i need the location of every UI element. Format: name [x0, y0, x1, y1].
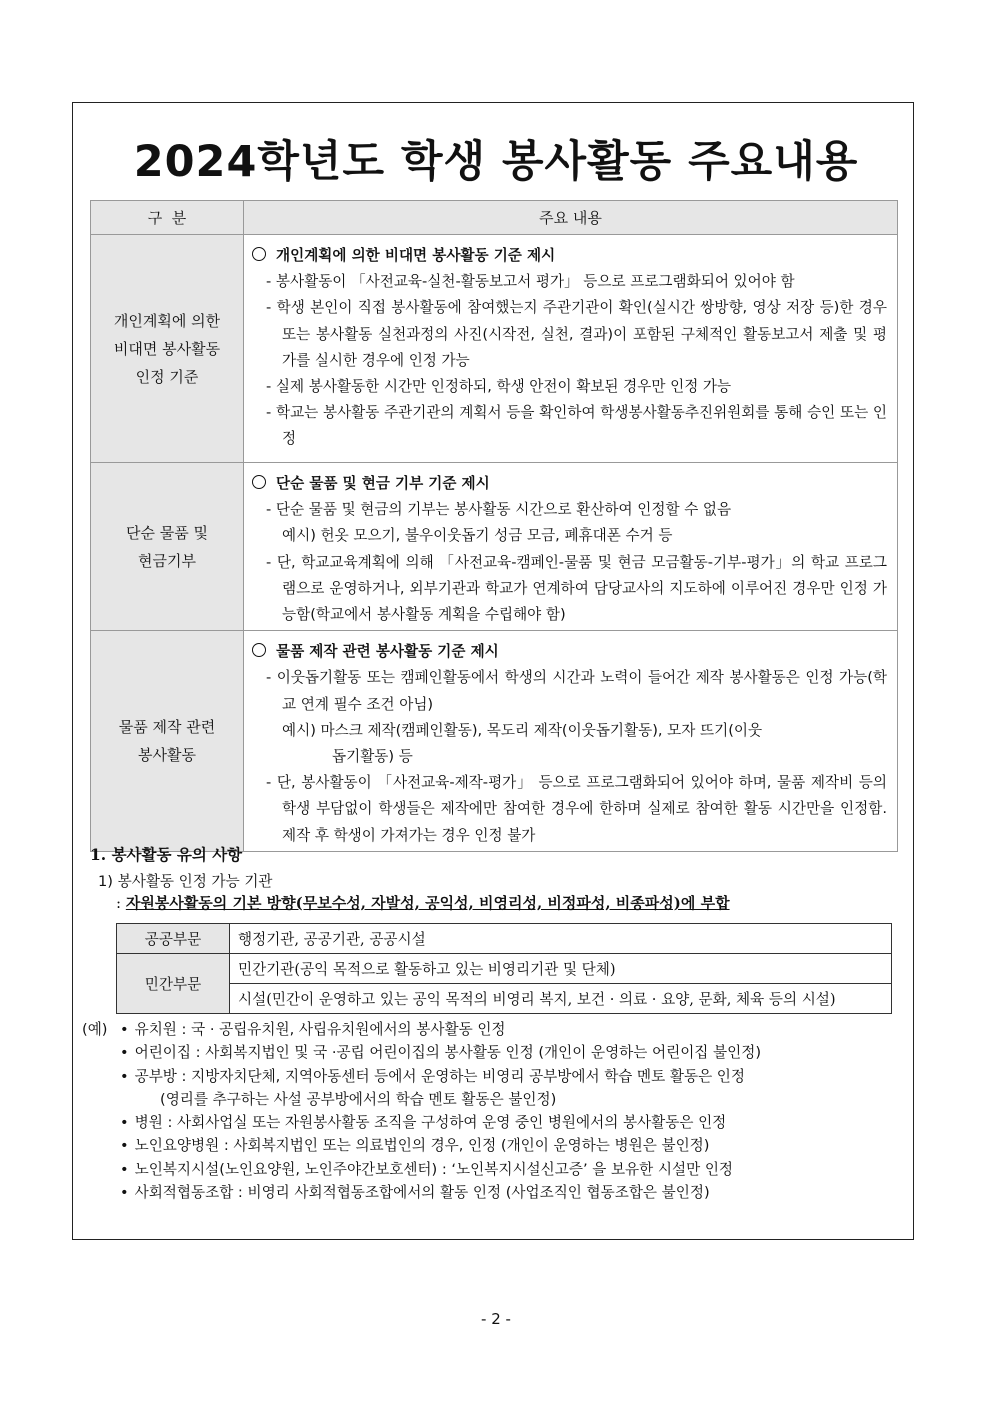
list-item-continuation: (영리를 추구하는 사설 공부방에서의 학습 멘토 활동은 불인정)	[160, 1090, 557, 1108]
list-item: (예) • 유치원 : 국 · 공립유치원, 사립유치원에서의 봉사활동 인정	[82, 1018, 912, 1041]
public-value: 행정기관, 공공기관, 공공시설	[230, 924, 892, 954]
list-item: - 학생 본인이 직접 봉사활동에 참여했는지 주관기관이 확인(실시간 쌍방향, 영상 저장 등)한 경우 또는 봉사활동 실천과정의 사진(시작전, 실천, 결과)이 포함된 구체적인 활동보고서 제출 및 평가를 실시한 경우에 인정 가능	[266, 299, 887, 369]
private-label: 민간부문	[117, 954, 230, 1014]
content-cell	[244, 235, 898, 463]
bullet-icon: •	[120, 1067, 129, 1085]
main-table	[90, 200, 898, 852]
row-heading: 물품 제작 관련 봉사활동 기준 제시	[252, 639, 887, 665]
table-row	[117, 954, 892, 984]
bullet-icon: •	[120, 1021, 129, 1038]
category-line: 현금기부	[138, 551, 196, 570]
page-title: 2024학년도 학생 봉사활동 주요내용	[133, 137, 859, 187]
example-line: 돕기활동) 등	[332, 748, 413, 766]
list-item: - 봉사활동이 「사전교육-실천-활동보고서 평가」 등으로 프로그램화되어 있어야 함	[266, 273, 795, 291]
category-line: 단순 물품 및	[126, 523, 208, 542]
circle-icon	[252, 643, 266, 657]
category-line: 개인계획에 의한	[113, 311, 221, 330]
page-number: - 2 -	[481, 1310, 511, 1328]
example-prefix: (예)	[82, 1021, 108, 1038]
list-item: • 노인요양병원 : 사회복지법인 또는 의료법인의 경우, 인정 (개인이 운영하는 병원은 불인정)	[82, 1134, 912, 1157]
list-item: - 단, 학교교육계획에 의해 「사전교육-캠페인-물품 및 현금 모금활동-기부-평가」의 학교 프로그램으로 운영하거나, 외부기관과 학교가 연계하여 담당교사의 지도하에 이루어진 경우만 인정 가능함(학교에서 봉사활동 계획을 수립해야 함)	[266, 553, 887, 624]
list-item: • 노인복지시설(노인요양원, 노인주야간보호센터) : ‘노인복지시설신고증’ 을 보유한 시설만 인정	[82, 1158, 912, 1181]
example-line: 예시) 헌옷 모으기, 불우이웃돕기 성금 모금, 폐휴대폰 수거 등	[282, 527, 673, 545]
private-value: 민간기관(공익 목적으로 활동하고 있는 비영리기관 및 단체)	[230, 954, 892, 984]
bullet-icon: •	[120, 1160, 129, 1178]
table-row	[91, 631, 898, 852]
table-header-row	[91, 201, 898, 235]
list-item: • 어린이집 : 사회복지법인 및 국 ·공립 어린이집의 봉사활동 인정 (개인이 운영하는 어린이집 불인정)	[82, 1041, 912, 1064]
circle-icon	[252, 475, 266, 489]
list-item: - 이웃돕기활동 또는 캠페인활동에서 학생의 시간과 노력이 들어간 제작 봉사활동은 인정 가능(학교 연계 필수 조건 아님)	[266, 669, 887, 713]
category-line: 인정 기준	[135, 367, 199, 386]
category-line: 봉사활동	[138, 746, 196, 765]
subsection-heading: 1) 봉사활동 인정 가능 기관	[98, 873, 273, 890]
category-cell	[91, 463, 244, 631]
content-cell	[244, 631, 898, 852]
list-item: - 실제 봉사활동한 시간만 인정하되, 학생 안전이 확보된 경우만 인정 가능	[266, 378, 732, 396]
public-label: 공공부문	[117, 924, 230, 954]
bullet-icon: •	[120, 1137, 129, 1155]
circle-icon	[252, 247, 266, 261]
list-item: - 학교는 봉사활동 주관기관의 계획서 등을 확인하여 학생봉사활동추진위원회를 통해 승인 또는 인정	[266, 404, 887, 448]
header-category: 구 분	[91, 201, 244, 235]
content-cell	[244, 463, 898, 631]
list-item: - 단, 봉사활동이 「사전교육-제작-평가」 등으로 프로그램화되어 있어야 하며, 물품 제작비 등의 학생 부담없이 학생들은 제작에만 참여한 경우에 한하며 실제로 참여한 활동 시간만을 인정함. 제작 후 학생이 가져가는 경우 인정 불가	[266, 774, 887, 844]
list-item: • 사회적협동조합 : 비영리 사회적협동조합에서의 활동 인정 (사업조직인 협동조합은 불인정)	[82, 1181, 912, 1204]
private-value: 시설(민간이 운영하고 있는 공익 목적의 비영리 복지, 보건 · 의료 · 요양, 문화, 체육 등의 시설)	[230, 984, 892, 1014]
bullet-icon: •	[120, 1184, 129, 1202]
example-list	[82, 1018, 912, 1204]
bullet-icon: •	[120, 1114, 129, 1132]
header-content: 주요 내용	[244, 201, 898, 235]
list-item: - 단순 물품 및 현금의 기부는 봉사활동 시간으로 환산하여 인정할 수 없음	[266, 501, 732, 519]
row-heading: 개인계획에 의한 비대면 봉사활동 기준 제시	[252, 243, 887, 269]
list-item: • 공부방 : 지방자치단체, 지역아동센터 등에서 운영하는 비영리 공부방에서 학습 멘토 활동은 인정	[82, 1065, 912, 1088]
table-row	[91, 235, 898, 463]
category-line: 비대면 봉사활동	[113, 339, 221, 358]
row-heading: 단순 물품 및 현금 기부 기준 제시	[252, 471, 887, 497]
bullet-icon: •	[120, 1044, 129, 1062]
institution-table	[116, 923, 892, 1014]
category-cell	[91, 631, 244, 852]
category-cell	[91, 235, 244, 463]
example-line: 예시) 마스크 제작(캠페인활동), 목도리 제작(이웃돕기활동), 모자 뜨기(이웃	[282, 721, 763, 739]
list-item: • 병원 : 사회사업실 또는 자원봉사활동 조직을 구성하여 운영 중인 병원에서의 봉사활동은 인정	[82, 1111, 912, 1134]
basic-direction: : 자원봉사활동의 기본 방향(무보수성, 자발성, 공익성, 비영리성, 비정파성, 비종파성)에 부합	[116, 894, 730, 912]
table-row	[117, 924, 892, 954]
table-row	[91, 463, 898, 631]
section-heading: 1. 봉사활동 유의 사항	[90, 845, 243, 864]
category-line: 물품 제작 관련	[118, 718, 216, 737]
table-row	[117, 984, 892, 1014]
